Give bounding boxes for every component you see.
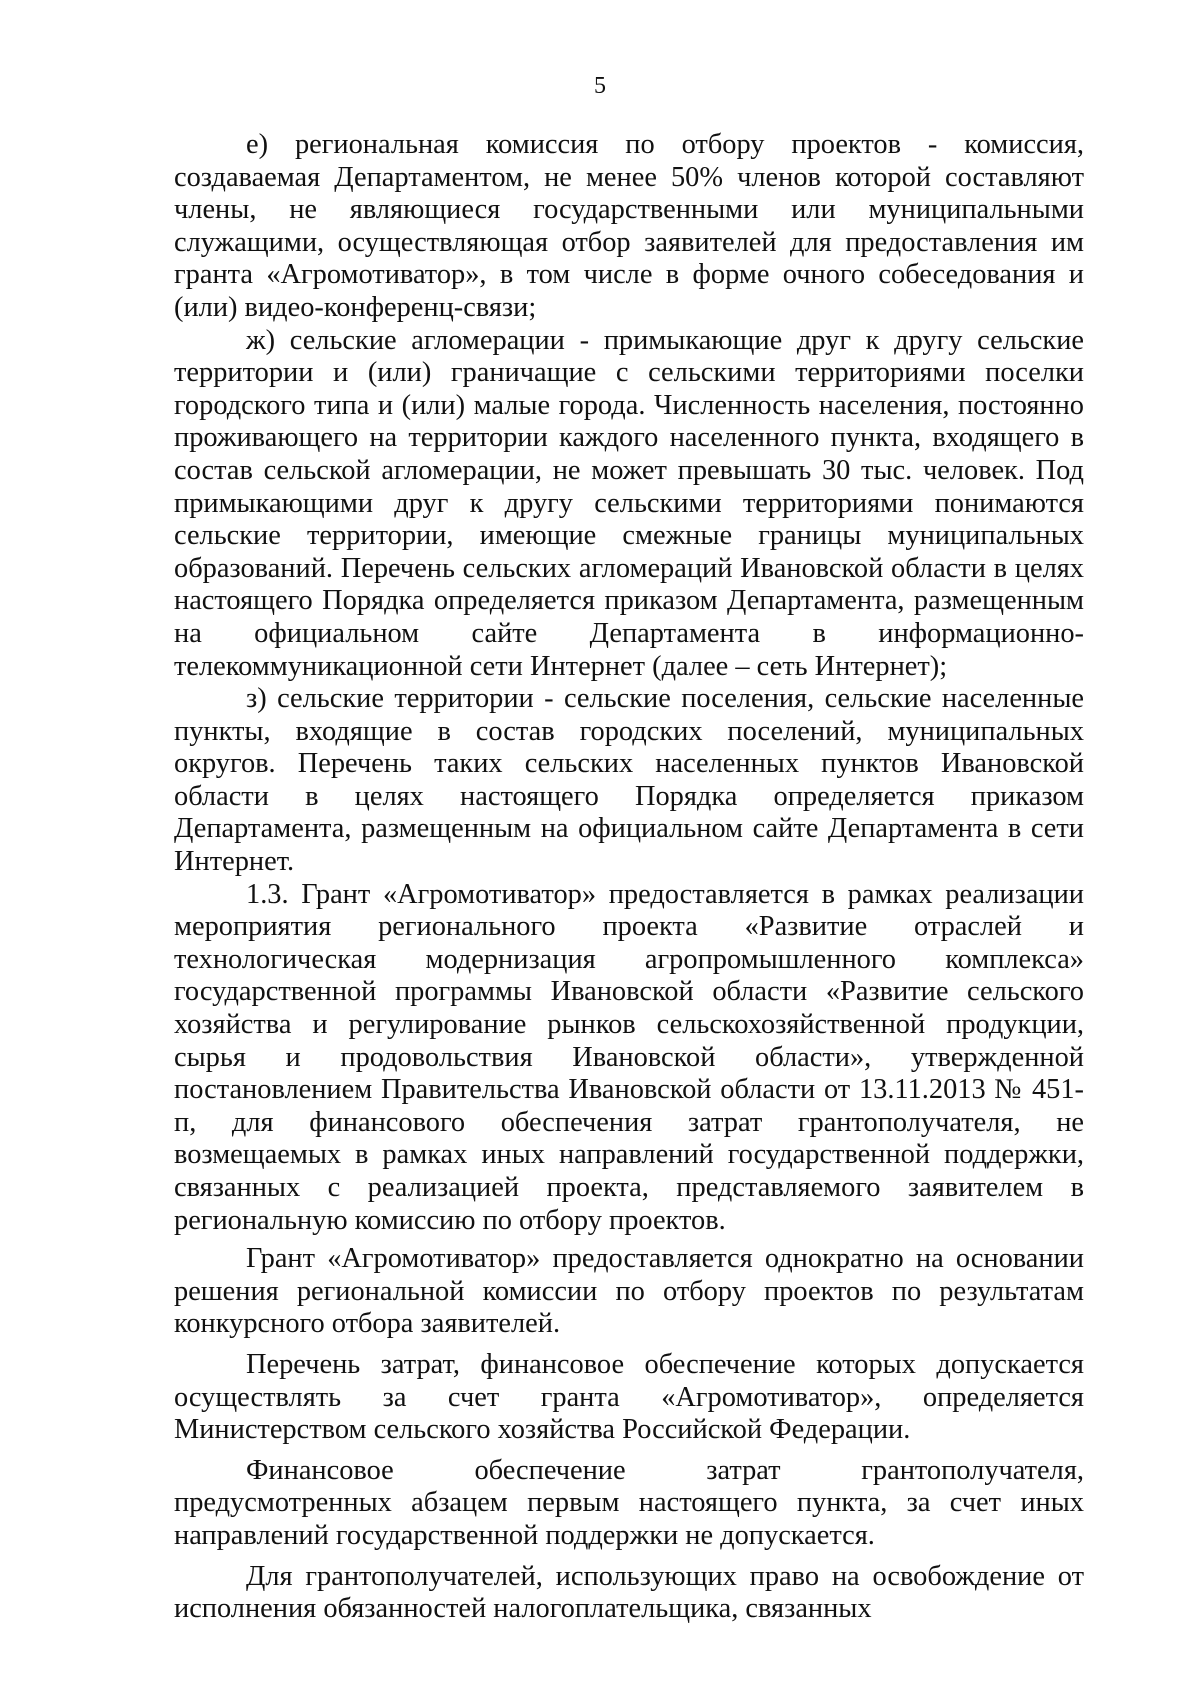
paragraph-z-rural-territories: з) сельские территории - сельские поселения, сельские населенные пункты, входящие в состав городских поселений, муниципальных округов. Перечень таких сельских населенных пунктов Ивановской области в целях настоящего Порядка определяется приказом Департамента, размещенным на официальном сайте Департамента в сети Интернет. — [174, 683, 1084, 878]
paragraph-tax-exemption: Для грантополучателей, использующих право на освобождение от исполнения обязанностей налогоплательщика, связанных — [174, 1560, 1084, 1625]
paragraph-1-3-grant-purpose: 1.3. Грант «Агромотиватор» предоставляется в рамках реализации мероприятия регионального проекта «Развитие отраслей и технологическая модернизация агропромышленного комплекса» государственной программы Ивановской области «Развитие сельского хозяйства и регулирование рынков сельскохозяйственной продукции, сырья и продовольствия Ивановской области», утвержденной постановлением Правительства Ивановской области от 13.11.2013 № 451-п, для финансового обеспечения затрат грантополучателя, не возмещаемых в рамках иных направлений государственной поддержки, связанных с реализацией проекта, представляемого заявителем в региональную комиссию по отбору проектов. — [174, 878, 1084, 1236]
paragraph-grant-one-time: Грант «Агромотиватор» предоставляется однократно на основании решения региональной комиссии по отбору проектов по результатам конкурсного отбора заявителей. — [174, 1243, 1084, 1340]
paragraph-financing-restriction: Финансовое обеспечение затрат грантополучателя, предусмотренных абзацем первым настоящего пункта, за счет иных направлений государственной поддержки не допускается. — [174, 1454, 1084, 1551]
paragraph-expense-list: Перечень затрат, финансовое обеспечение которых допускается осуществлять за счет гранта «Агромотиватор», определяется Министерством сельского хозяйства Российской Федерации. — [174, 1348, 1084, 1446]
document-body — [174, 129, 1084, 1626]
paragraph-zh-rural-agglomerations: ж) сельские агломерации - примыкающие друг к другу сельские территории и (или) граничащие с сельскими территориями поселки городского типа и (или) малые города. Численность населения, постоянно проживающего на территории каждого населенного пункта, входящего в состав сельской агломерации, не может превышать 30 тыс. человек. Под примыкающими друг к другу сельскими территориями понимаются сельские территории, имеющие смежные границы муниципальных образований. Перечень сельских агломераций Ивановской области в целях настоящего Порядка определяется приказом Департамента, размещенным на официальном сайте Департамента в информационно-телекоммуникационной сети Интернет (далее – сеть Интернет); — [174, 324, 1084, 682]
page-number: 5 — [594, 73, 606, 99]
paragraph-e-regional-commission: е) региональная комиссия по отбору проектов - комиссия, создаваемая Департаментом, не менее 50% членов которой составляют члены, не являющиеся государственными или муниципальными служащими, осуществляющая отбор заявителей для предоставления им гранта «Агромотиватор», в том числе в форме очного собеседования и (или) видео-конференц-связи; — [174, 129, 1084, 323]
